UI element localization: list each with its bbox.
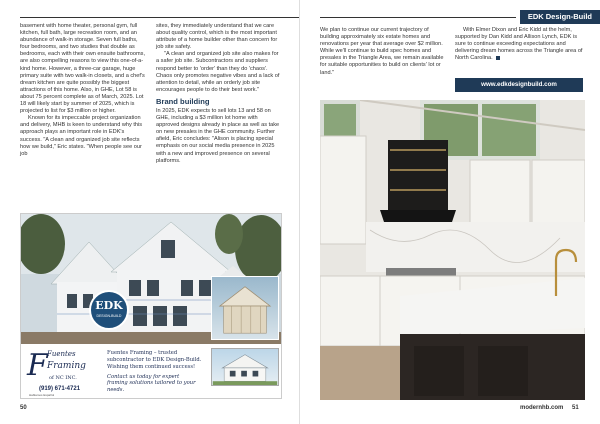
logo-line-3: of NC INC. xyxy=(49,375,77,381)
paragraph: In 2025, EDK expects to sell lots 13 and 58 on GHE, including a $3 million lot home with approved designs already in place as well as take on new presales in the GHE community. Further afield, Eric concludes: "Alison is placing special emphasis on our social media presence in 2025 with a new and improved presence on several platforms. xyxy=(156,107,280,164)
ad-contact-text: Contact us today for expert framing solutions tailored to your needs. xyxy=(107,374,196,393)
header-rule xyxy=(320,17,516,18)
paragraph: Known for its impeccable project organization and delivery, MHB is keen to understand why this approach plays an important role in EDK's success. "A clean and organized job site reflects how we build," Eric states. "When people see our job xyxy=(20,115,143,157)
end-mark-icon xyxy=(496,56,500,60)
section-header-tag: EDK Design-Build xyxy=(520,10,600,24)
edk-logo-badge xyxy=(89,290,129,330)
ad-tagline xyxy=(107,350,205,371)
subheading: Brand building xyxy=(156,96,210,106)
framing-photo-inset xyxy=(211,276,279,340)
kitchen-photo xyxy=(320,100,585,400)
finished-house-thumbnail xyxy=(211,348,279,386)
right-column-2 xyxy=(455,27,585,62)
right-page xyxy=(300,0,600,424)
paragraph: "A clean and organized job site also makes for a safer job site. Subcontractors and suppliers respond better to 'order' than they do 'chaos'. Chaos only promotes negative vibes and a lack of attention to detail, while an orderly job site encourages people to do their best work." xyxy=(156,51,280,93)
left-column-1 xyxy=(20,23,147,158)
page-number-right: 51 xyxy=(572,405,579,411)
paragraph: basement with home theater, personal gym, full kitchen, full bath, large recreation room, and an abundance of walk-in storage. Seven full baths, four bedrooms, and two studies that double as bedrooms, each with their own ensuite bathrooms, are also compelling reasons to view this one-of-a-kind home. However, a three-car garage, huge primary suite with two walk-in closets, and a chef's dream kitchen are quite possibly the biggest attractions of this home. Also, in GHE, Lot 58 is about 75 percent complete as of March, 2025. Lot 18 will likely start by summer of 2025, which is projected to list for $3 million or higher. xyxy=(20,23,145,115)
framing-house-icon xyxy=(212,277,278,339)
language-note: Hablamos Español xyxy=(29,393,55,397)
paragraph: We plan to continue our current trajectory of building approximately six estate homes and renovations per year that average over $2 million. While we'll continue to build spec homes and presales in the Triangle Area, we remain available for suitable opportunities to build on clients' lot or land." xyxy=(320,27,444,76)
closing-text: With Elmer Dixon and Eric Kidd at the helm, supported by Dan Kidd and Allison Lynch, EDK is sure to continue exceeding expectations and delivering dream homes across the Triangle area of North Carolina. xyxy=(455,27,583,62)
ad-line-1: Fuentes Framing – trusted subcontractor to EDK Design-Build. xyxy=(107,350,202,363)
right-column-1 xyxy=(320,27,445,77)
logo-monogram-icon: F xyxy=(27,348,48,383)
site-name[interactable]: modernhb.com xyxy=(520,405,564,411)
kitchen-scene-icon xyxy=(320,100,585,400)
left-column-2 xyxy=(156,23,282,165)
badge-letters: EDK xyxy=(95,299,123,312)
website-link[interactable]: www.edkdesignbuild.com xyxy=(455,78,583,92)
fuentes-framing-logo xyxy=(25,348,105,396)
ad-info-panel xyxy=(21,344,282,399)
page-number-left: 50 xyxy=(20,405,27,411)
badge-subtitle: DESIGN-BUILD xyxy=(96,314,122,318)
header-rule xyxy=(20,17,300,18)
paragraph: sites, they immediately understand that we care about quality control, which is the most important attribute of a home builder other than concern for job site safety. xyxy=(156,23,278,51)
ad-line-2: Wishing them continued success! xyxy=(107,364,196,370)
paragraph xyxy=(455,27,585,62)
logo-line-1: Fuentes xyxy=(47,350,76,358)
finished-house-icon xyxy=(212,349,278,385)
logo-line-2: Framing xyxy=(47,361,86,371)
fuentes-framing-ad[interactable] xyxy=(20,213,282,399)
phone-number[interactable]: (919) 671-4721 xyxy=(39,386,81,392)
